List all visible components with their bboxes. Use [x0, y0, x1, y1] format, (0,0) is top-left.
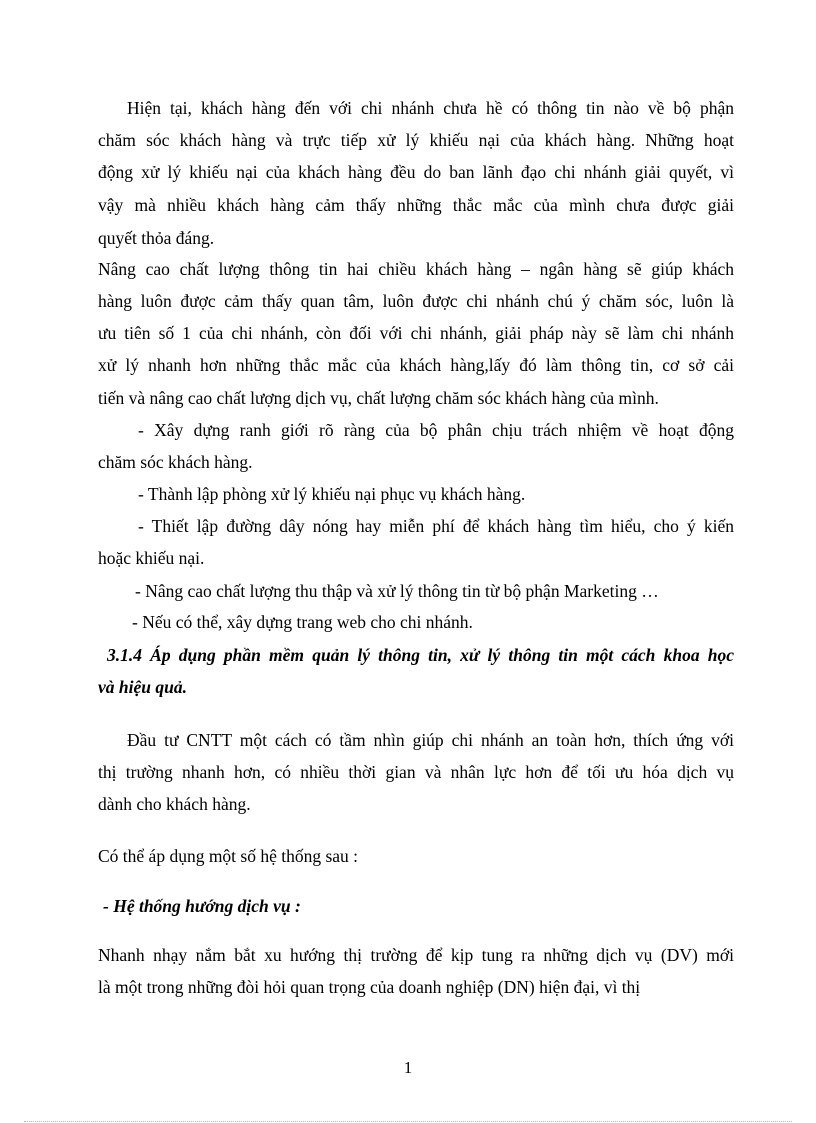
bullet-3-line-2: hoặc khiếu nại. [98, 548, 205, 568]
paragraph-4: Có thể áp dụng một số hệ thống sau : [98, 846, 359, 866]
section-heading-line-1: 3.1.4 Áp dụng phần mềm quản lý thông tin, xử lý thông tin một cách khoa học [107, 645, 734, 665]
paragraph-2-line-2: hàng luôn được cảm thấy quan tâm, luôn được chi nhánh chú ý chăm sóc, luôn là [98, 291, 734, 311]
paragraph-1-line-5: quyết thỏa đáng. [98, 228, 215, 248]
paragraph-2-line-4: xử lý nhanh hơn những thắc mắc của khách hàng,lấy đó làm thông tin, cơ sở cải [98, 355, 734, 375]
bullet-4: - Nâng cao chất lượng thu thập và xử lý thông tin từ bộ phận Marketing … [135, 581, 659, 601]
paragraph-1-line-4: vậy mà nhiều khách hàng cảm thấy những thắc mắc của mình chưa được giải [98, 195, 734, 215]
paragraph-3-line-3: dành cho khách hàng. [98, 794, 251, 814]
subheading-service-system: - Hệ thống hướng dịch vụ : [103, 896, 301, 916]
bullet-3-line-1: - Thiết lập đường dây nóng hay miễn phí để khách hàng tìm hiểu, cho ý kiến [138, 516, 734, 536]
section-heading-line-2: và hiệu quả. [98, 677, 187, 697]
paragraph-1-line-2: chăm sóc khách hàng và trực tiếp xử lý khiếu nại của khách hàng. Những hoạt [98, 130, 734, 150]
page-bottom-rule [24, 1121, 792, 1122]
bullet-1-line-2: chăm sóc khách hàng. [98, 452, 253, 472]
bullet-1-line-1: - Xây dựng ranh giới rõ ràng của bộ phân chịu trách nhiệm về hoạt động [138, 420, 734, 440]
paragraph-3-line-2: thị trường nhanh hơn, có nhiều thời gian và nhân lực hơn để tối ưu hóa dịch vụ [98, 762, 734, 782]
paragraph-2-line-3: ưu tiên số 1 của chi nhánh, còn đối với chi nhánh, giải pháp này sẽ làm chi nhánh [98, 323, 734, 343]
paragraph-2-line-5: tiến và nâng cao chất lượng dịch vụ, chất lượng chăm sóc khách hàng của mình. [98, 388, 659, 408]
paragraph-2-line-1: Nâng cao chất lượng thông tin hai chiều khách hàng – ngân hàng sẽ giúp khách [98, 259, 734, 279]
paragraph-5-line-1: Nhanh nhạy nắm bắt xu hướng thị trường để kịp tung ra những dịch vụ (DV) mới [98, 945, 734, 965]
bullet-2: - Thành lập phòng xử lý khiếu nại phục vụ khách hàng. [138, 484, 526, 504]
paragraph-3-line-1: Đầu tư CNTT một cách có tầm nhìn giúp chi nhánh an toàn hơn, thích ứng với [127, 730, 734, 750]
paragraph-5-line-2: là một trong những đòi hỏi quan trọng của doanh nghiệp (DN) hiện đại, vì thị [98, 977, 641, 997]
page-number: 1 [403, 1058, 413, 1077]
bullet-5: - Nếu có thể, xây dựng trang web cho chi nhánh. [132, 612, 473, 632]
paragraph-1-line-3: động xử lý khiếu nại của khách hàng đều do ban lãnh đạo chi nhánh giải quyết, vì [98, 162, 734, 182]
paragraph-1-line-1: Hiện tại, khách hàng đến với chi nhánh chưa hề có thông tin nào về bộ phận [127, 98, 734, 118]
